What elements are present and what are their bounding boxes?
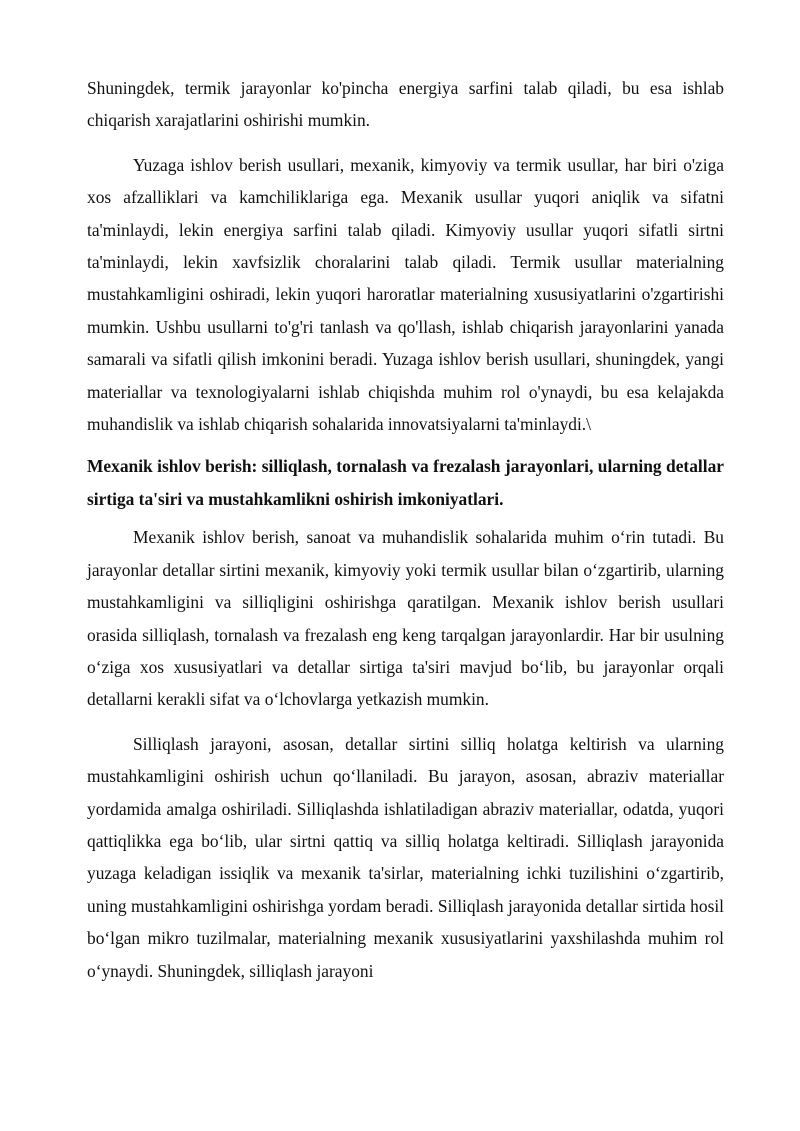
paragraph-surface-methods: Yuzaga ishlov berish usullari, mexanik, kimyoviy va termik usullar, har biri o'ziga xos afzalliklari va kamchiliklariga ega. Mexanik usullar yuqori aniqlik va sifatni ta'minlaydi, lekin energiya sarfini talab qiladi. Kimyoviy usullar yuqori sifatli sirtni ta'minlaydi, lekin xavfsizlik choralarini talab qiladi. Termik usullar materialning mustahkamligini oshiradi, lekin yuqori haroratlar materialning xususiyatlarini o'zgartirishi mumkin. Ushbu usullarni to'g'ri tanlash va qo'llash, ishlab chiqarish jarayonlarini yanada samarali va sifatli qilish imkonini beradi. Yuzaga ishlov berish usullari, shuningdek, yangi materiallar va texnologiyalarni ishlab chiqishda muhim rol o'ynaydi, bu esa kelajakda muhandislik va ishlab chiqarish sohalarida innovatsiyalarni ta'minlaydi.\	[87, 154, 724, 435]
paragraph-intro-continuation: Shuningdek, termik jarayonlar ko'pincha energiya sarfini talab qiladi, bu esa ishlab chiqarish xarajatlarini oshirishi mumkin.	[87, 78, 724, 131]
document-page	[87, 72, 724, 987]
paragraph-mechanical-processing: Mexanik ishlov berish, sanoat va muhandislik sohalarida muhim o‘rin tutadi. Bu jarayonlar detallar sirtini mexanik, kimyoviy yoki termik usullar bilan o‘zgartirib, ularning mustahkamligini va silliqligini oshirishga qaratilgan. Mexanik ishlov berish usullari orasida silliqlash, tornalash va frezalash eng keng tarqalgan jarayonlardir. Har bir usulning o‘ziga xos xususiyatlari va detallar sirtiga ta'siri mavjud bo‘lib, bu jarayonlar orqali detallarni kerakli sifat va o‘lchovlarga yetkazish mumkin.	[87, 527, 724, 710]
section-heading: Mexanik ishlov berish: silliqlash, tornalash va frezalash jarayonlari, ularning detallar sirtiga ta'siri va mustahkamlikni oshirish imkoniyatlari.	[87, 456, 724, 509]
paragraph-grinding-process: Silliqlash jarayoni, asosan, detallar sirtini silliq holatga keltirish va ularning mustahkamligini oshirish uchun qo‘llaniladi. Bu jarayon, asosan, abraziv materiallar yordamida amalga oshiriladi. Silliqlashda ishlatiladigan abraziv materiallar, odatda, yuqori qattiqlikka ega bo‘lib, ular sirtni qattiq va silliq holatga keltiradi. Silliqlash jarayonida yuzaga keladigan issiqlik va mexanik ta'sirlar, materialning ichki tuzilishini o‘zgartirib, uning mustahkamligini oshirishga yordam beradi. Silliqlash jarayonida detallar sirtida hosil bo‘lgan mikro tuzilmalar, materialning mexanik xususiyatlarini yaxshilashda muhim rol o‘ynaydi. Shuningdek, silliqlash jarayoni	[87, 733, 724, 981]
